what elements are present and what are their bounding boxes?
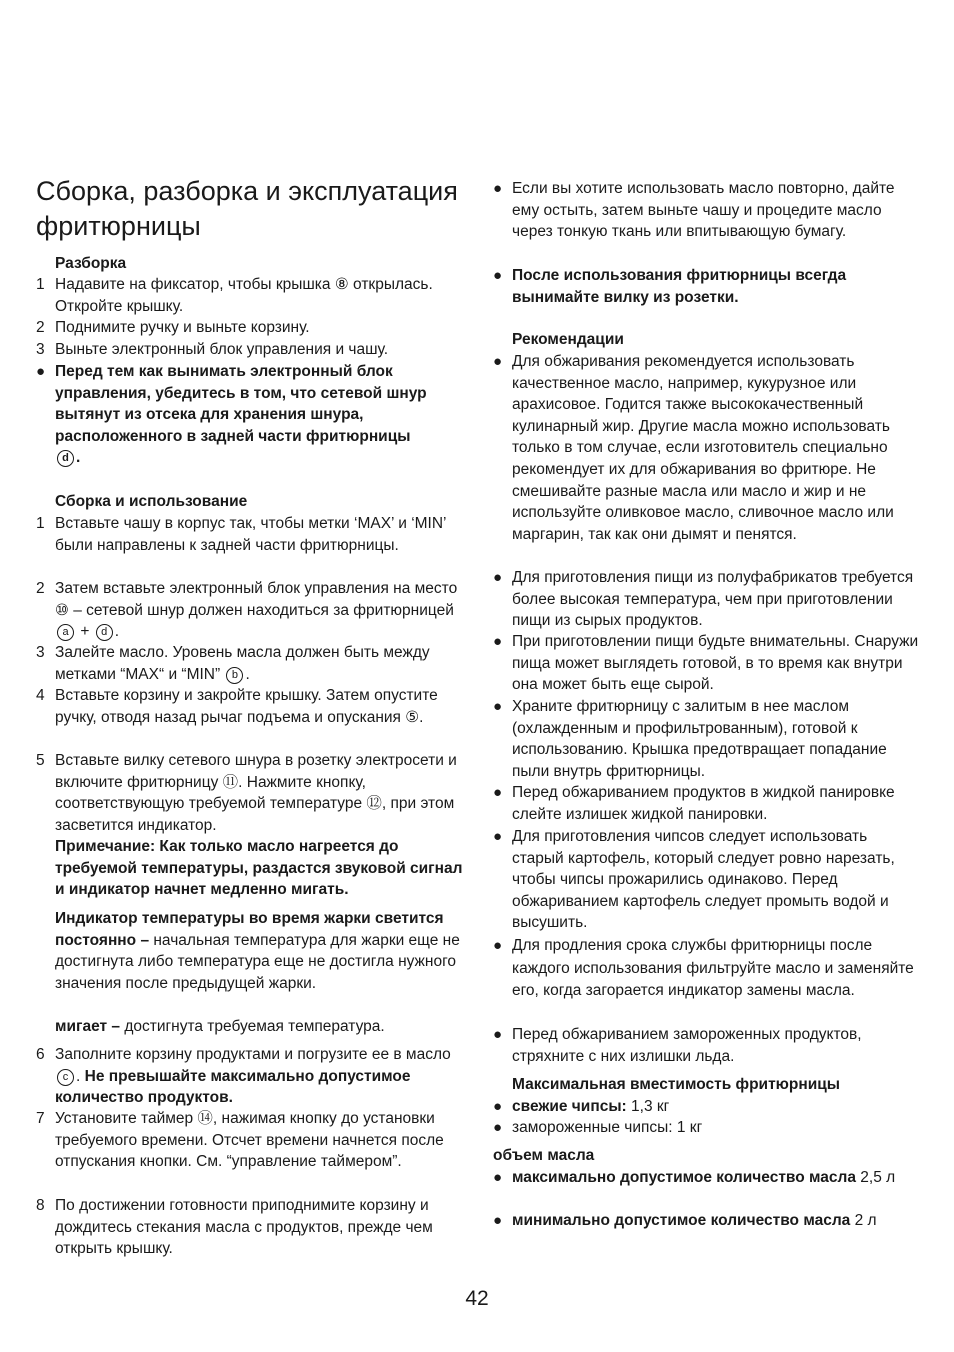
list-item: ● При приготовлении пищи будьте внимательны. Снаружи пища может выглядеть готовой, в то время как внутри она может быть еще сырой. bbox=[493, 633, 919, 694]
list-item: ● свежие чипсы: 1,3 кг bbox=[493, 1098, 670, 1115]
warning-bullet: ● Перед тем как вынимать электронный блок управления, убедитесь в том, что сетевой шнур вытянут из отсека для хранения шнура, расположенного в задней части фритюрницы d . bbox=[36, 363, 427, 467]
warning-bullet: ● После использования фритюрницы всегда вынимайте вилку из розетки. bbox=[493, 267, 847, 306]
list-item: 2 Поднимите ручку и выньте корзину. bbox=[36, 319, 310, 336]
list-item: ● Если вы хотите использовать масло повторно, дайте ему остыть, затем выньте чашу и процедите масло через тонкую ткань или впитывающую бумагу. bbox=[493, 180, 895, 241]
list-item: 5 Вставьте вилку сетевого шнура в розетку электросети и включите фритюрницу ⑪. Нажмите кнопку, соответствующую требуемой температуре ⑫, при этом засветится индикатор. bbox=[36, 752, 457, 834]
page-title: Сборка, разборка и эксплуатация фритюрницы bbox=[36, 176, 458, 241]
ref-marker: b bbox=[226, 667, 243, 684]
list-item: ● Храните фритюрницу с залитым в нее маслом (охлажденным и профильтрованным), готовой к использованию. Крышка предотвращает попадание пыли внутрь фритюрницы. bbox=[493, 698, 887, 780]
list-item: 3 Залейте масло. Уровень масла должен быть между метками “MAX“ и “MIN” b . bbox=[36, 644, 430, 683]
list-item: 3 Выньте электронный блок управления и чашу. bbox=[36, 341, 389, 358]
list-item: 6 Заполните корзину продуктами и погрузите ее в масло c . Не превышайте максимально допустимое количество продуктов. bbox=[36, 1046, 451, 1107]
ref-marker: a bbox=[57, 624, 74, 641]
blink-description: мигает – достигнута требуемая температура. bbox=[55, 1018, 385, 1035]
list-item: ● Перед обжариванием замороженных продуктов, стряхните с них излишки льда. bbox=[493, 1026, 862, 1065]
ref-marker: c bbox=[57, 1069, 74, 1086]
oil-volume-heading: объем масла bbox=[493, 1147, 595, 1164]
list-item: ● Перед обжариванием продуктов в жидкой панировке слейте излишек жидкой панировки. bbox=[493, 784, 895, 823]
recommendations-heading: Рекомендации bbox=[512, 331, 624, 348]
list-item: ● замороженные чипсы: 1 кг bbox=[493, 1119, 703, 1136]
list-item: ● Для продления срока службы фритюрницы после каждого использования фильтруйте масло и заменяйте его, когда загорается индикатор замены масла. bbox=[493, 937, 914, 999]
disassembly-heading: Разборка bbox=[55, 255, 127, 272]
list-item: ● Для приготовления пищи из полуфабрикатов требуется более высокая температура, чем при приготовлении пищи из сырых продуктов. bbox=[493, 569, 914, 630]
indicator-description: Индикатор температуры во время жарки светится постоянно – начальная температура для жарки еще не достигнута либо температура еще не достигла нужного значения после предыдущей жарки. bbox=[55, 910, 460, 992]
list-item: 2 Затем вставьте электронный блок управления на место ⑩ – сетевой шнур должен находиться за фритюрницей a + d . bbox=[36, 580, 458, 641]
list-item: ● Для обжаривания рекомендуется использовать качественное масло, например, кукурузное или арахисовое. Годится также высококачественный кулинарный жир. Другие масла можно использовать только в том случае, если изготовитель специально рекомендует их для обжаривания во фритюре. Не смешивайте разные масла или масло и жир и не используйте оливковое масло, сливочное масло или маргарин, так как они дымят и пенятся. bbox=[493, 353, 894, 543]
list-item: 7 Установите таймер ⑭, нажимая кнопку до установки требуемого времени. Отсчет времени начнется после отпускания кнопки. См. “управление таймером”. bbox=[36, 1110, 444, 1171]
assembly-heading: Сборка и использование bbox=[55, 493, 248, 510]
list-item: ● максимально допустимое количество масла 2,5 л bbox=[493, 1169, 896, 1186]
list-item: 8 По достижении готовности приподнимите корзину и дождитесь стекания масла с продуктов, прежде чем открыть крышку. bbox=[36, 1197, 433, 1258]
list-item: ● Для приготовления чипсов следует использовать старый картофель, который следует ровно нарезать, чтобы чипсы прожарились одинаково. Перед обжариванием картофель следует промыть водой и высушить. bbox=[493, 828, 895, 932]
note: Примечание: Как только масло нагреется до требуемой температуры, раздастся звуковой сигнал и индикатор начнет медленно мигать. bbox=[55, 838, 463, 899]
list-item: 1 Надавите на фиксатор, чтобы крышка ⑧ открылась. Откройте крышку. bbox=[36, 276, 433, 315]
page-number: 42 bbox=[465, 1287, 489, 1310]
ref-marker: d bbox=[57, 450, 74, 467]
ref-marker: d bbox=[96, 624, 113, 641]
list-item: 1 Вставьте чашу в корпус так, чтобы метки ‘MAX’ и ‘MIN’ были направлены к задней части фритюрницы. bbox=[36, 515, 446, 554]
capacity-heading: Максимальная вместимость фритюрницы bbox=[512, 1076, 841, 1093]
list-item: 4 Вставьте корзину и закройте крышку. Затем опустите ручку, отводя назад рычаг подъема и опускания ⑤. bbox=[36, 687, 438, 726]
list-item: ● минимально допустимое количество масла 2 л bbox=[493, 1212, 877, 1229]
